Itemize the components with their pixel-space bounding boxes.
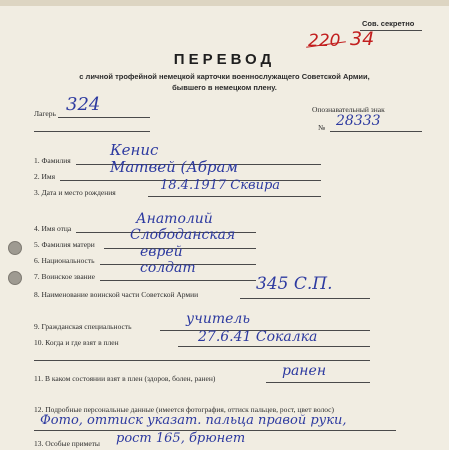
- field-5-value: Слободанская: [130, 227, 236, 243]
- field-11-label: [34, 375, 215, 383]
- field-3-text: Дата и место рождения: [41, 188, 116, 197]
- field-2-value: Матвей (Абрам: [110, 158, 238, 176]
- classification-stamp: Сов. секретно: [362, 19, 415, 28]
- field-7-label: [34, 273, 95, 281]
- tag-label: Опознавательный знак: [312, 105, 385, 114]
- punch-hole-lower: [8, 271, 22, 285]
- field-1-value: Кенис: [110, 141, 159, 159]
- field-11-num: 11.: [34, 374, 44, 383]
- field-1-text: Фамилия: [41, 156, 71, 165]
- field-11-line: [266, 382, 370, 383]
- field-2-text: Имя: [41, 172, 56, 181]
- tag-underline: [330, 131, 422, 132]
- field-6-num: 6.: [34, 256, 40, 265]
- camp-value: 324: [66, 94, 101, 115]
- field-10-text: Когда и где взят в плен: [45, 338, 119, 347]
- field-8-label: [34, 291, 198, 299]
- field-8-value: 345 С.П.: [256, 274, 333, 294]
- field-7-value: солдат: [140, 260, 196, 276]
- field-2-label: [34, 173, 55, 181]
- field-11-text: В каком состоянии взят в плен (здоров, болен, ранен): [44, 374, 216, 383]
- field-11-value: ранен: [282, 363, 327, 379]
- field-10-line: [178, 346, 370, 347]
- tag-value: 28333: [336, 113, 381, 129]
- field-9-num: 9.: [34, 322, 40, 331]
- field-9-value: учитель: [186, 311, 250, 327]
- field-10-num: 10.: [34, 338, 44, 347]
- field-1-num: 1.: [34, 156, 40, 165]
- camp-label: Лагерь: [34, 109, 56, 118]
- field-12-num: 12.: [34, 405, 44, 414]
- field-13-text: Особые приметы: [45, 439, 100, 448]
- field-12-text: Подробные персональные данные (имеется фотография, оттиск пальцев, рост, цвет волос): [45, 405, 334, 414]
- camp-underline: [58, 117, 150, 118]
- field-10-value: 27.6.41 Сокалка: [198, 329, 318, 345]
- document-title: ПЕРЕВОД: [173, 51, 276, 68]
- field-4-num: 4.: [34, 224, 40, 233]
- field-5-label: [34, 241, 95, 249]
- field-3-num: 3.: [34, 188, 40, 197]
- field-5-num: 5.: [34, 240, 40, 249]
- field-4-label: [34, 225, 71, 233]
- field-7-text: Воинское звание: [41, 272, 96, 281]
- tag-number-prefix: №: [318, 123, 326, 132]
- field-3-label: [34, 189, 116, 197]
- field-7-num: 7.: [34, 272, 40, 281]
- document-subtitle-line2: бывшего в немецком плену.: [172, 83, 277, 92]
- field-13-num: 13.: [34, 439, 44, 448]
- field-4-text: Имя отца: [41, 224, 72, 233]
- field-8-line: [240, 298, 370, 299]
- old-archive-number: 220: [308, 31, 341, 51]
- field-3-value: 18.4.1917 Сквира: [160, 178, 281, 193]
- punch-hole-upper: [8, 241, 22, 255]
- field-13-label: [34, 440, 100, 448]
- field-8-text: Наименование воинской части Советской Армии: [41, 290, 199, 299]
- field-10-label: [34, 339, 119, 347]
- paper-edge: [0, 0, 449, 6]
- field-7-line: [100, 280, 256, 281]
- camp-extra-line: [34, 131, 150, 132]
- field-12-value: Фото, оттиск указат. пальца правой руки,: [40, 413, 347, 428]
- field-8-num: 8.: [34, 290, 40, 299]
- field-9-text: Гражданская специальность: [41, 322, 132, 331]
- field-6-value: еврей: [140, 244, 183, 260]
- field-6-label: [34, 257, 95, 265]
- field-9-label: [34, 323, 132, 331]
- document-subtitle-line1: с личной трофейной немецкой карточки военнослужащего Советской Армии,: [79, 72, 370, 81]
- field-10-extra-line: [34, 360, 370, 361]
- field-2-num: 2.: [34, 172, 40, 181]
- field-3-line: [148, 196, 321, 197]
- field-1-label: [34, 157, 71, 165]
- field-4-value: Анатолий: [136, 211, 213, 227]
- new-archive-number: 34: [350, 28, 375, 50]
- field-6-text: Национальность: [41, 256, 95, 265]
- field-5-text: Фамилия матери: [41, 240, 95, 249]
- field-13-value: рост 165, брюнет: [116, 431, 246, 446]
